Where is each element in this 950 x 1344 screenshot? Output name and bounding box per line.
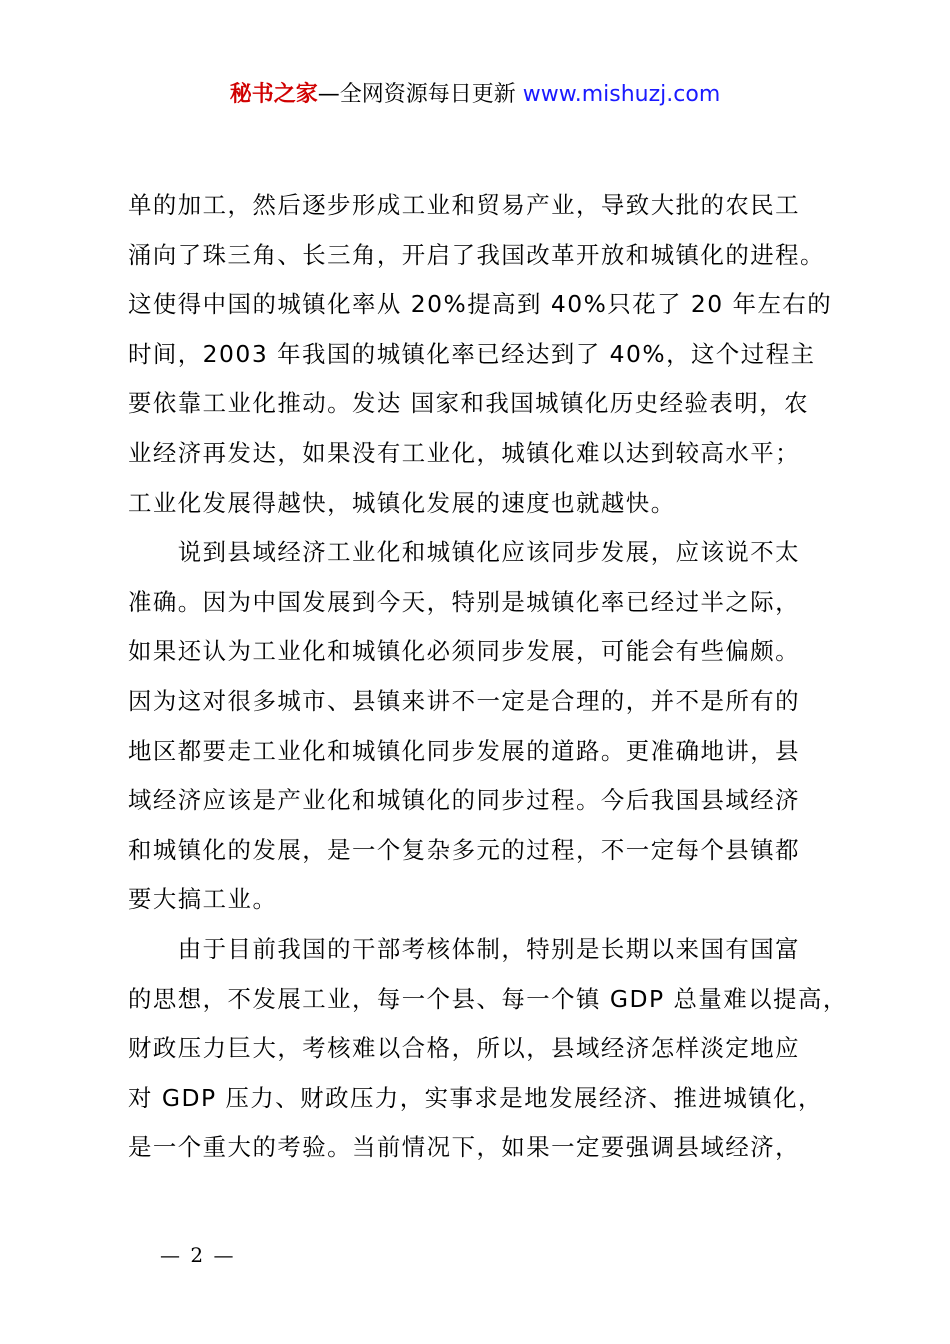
page-number: — 2 — [160, 1243, 236, 1267]
text-line: 说到县域经济工业化和城镇化应该同步发展，应该说不太 [128, 538, 801, 567]
text-line: 是一个重大的考验。当前情况下，如果一定要强调县域经济， [128, 1133, 801, 1162]
text-line: 对 GDP 压力、财政压力，实事求是地发展经济、推进城镇化， [128, 1083, 823, 1112]
text-line: 域经济应该是产业化和城镇化的同步过程。今后我国县域经济 [128, 786, 801, 815]
text-line: 和城镇化的发展，是一个复杂多元的过程，不一定每个县镇都 [128, 835, 801, 864]
brand-name: 秘书之家 [229, 82, 318, 107]
text-line: 工业化发展得越快，城镇化发展的速度也就越快。 [128, 488, 676, 517]
text-line: 要大搞工业。 [128, 885, 278, 914]
site-url[interactable]: www.mishuzj.com [522, 82, 721, 107]
text-line: 涌向了珠三角、长三角，开启了我国改革开放和城镇化的进程。 [128, 240, 825, 269]
text-line: 要依靠工业化推动。发达 国家和我国城镇化历史经验表明，农 [128, 389, 809, 418]
header-tagline: —全网资源每日更新 [317, 82, 516, 107]
text-line: 时间，2003 年我国的城镇化率已经达到了 40%，这个过程主 [128, 339, 816, 368]
text-line: 业经济再发达，如果没有工业化，城镇化难以达到较高水平； [128, 438, 801, 467]
text-line: 地区都要走工业化和城镇化同步发展的道路。更准确地讲，县 [128, 736, 801, 765]
document-body [128, 181, 848, 1173]
text-line: 因为这对很多城市、县镇来讲不一定是合理的，并不是所有的 [128, 686, 801, 715]
text-line: 由于目前我国的干部考核体制，特别是长期以来国有国富 [128, 934, 801, 963]
site-header [0, 80, 950, 110]
text-line: 财政压力巨大，考核难以合格，所以，县域经济怎样淡定地应 [128, 1034, 801, 1063]
text-line: 单的加工，然后逐步形成工业和贸易产业，导致大批的农民工 [128, 191, 801, 219]
text-line: 的思想，不发展工业，每一个县、每一个镇 GDP 总量难以提高， [128, 984, 848, 1013]
text-line: 如果还认为工业化和城镇化必须同步发展，可能会有些偏颇。 [128, 637, 801, 666]
text-line: 准确。因为中国发展到今天，特别是城镇化率已经过半之际， [128, 587, 801, 616]
text-line: 这使得中国的城镇化率从 20%提高到 40%只花了 20 年左右的 [128, 290, 833, 319]
